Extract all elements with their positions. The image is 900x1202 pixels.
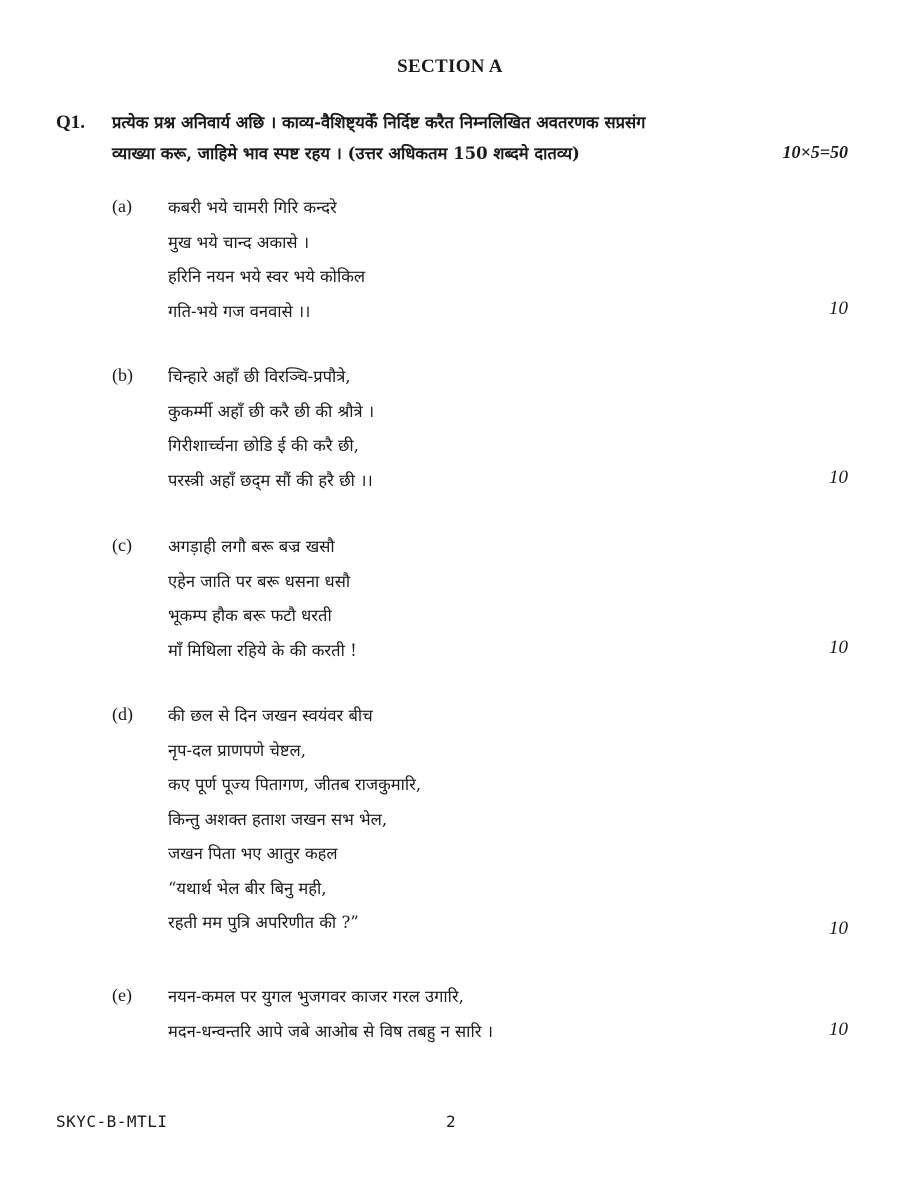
verse-line: कुकर्म्मी अहाँ छी करै छी की श्रौत्रे । [168, 401, 375, 421]
verse-line: रहती मम पुत्रि अपरिणीत की ?” [168, 913, 359, 932]
verse-line: “यथार्थ भेल बीर बिनु मही, [168, 878, 327, 898]
part-label: (e) [112, 985, 132, 1005]
verse-line: हरिनि नयन भये स्वर भये कोकिल [168, 267, 366, 286]
verse-line: मदन-धन्वन्तरि आपे जबे आओब से विष तबहु न सारि । [168, 1021, 493, 1041]
part-marks: 10 [829, 918, 848, 939]
verse-line: एहेन जाति पर बरू धसना धसौ [168, 571, 351, 591]
verse-line: की छल से दिन जखन स्वयंवर बीच [168, 706, 373, 725]
part-label: (a) [112, 196, 132, 216]
section-heading: SECTION A [397, 56, 503, 77]
verse-line: नयन-कमल पर युगल भुजगवर काजर गरल उगारि, [168, 987, 464, 1006]
question-total-marks: 10×5=50 [782, 142, 848, 162]
footer-page-number: 2 [446, 1112, 456, 1131]
verse-line: माँ मिथिला रहिये के की करती ! [168, 640, 357, 660]
verse-line: गिरीशार्च्चना छोडि ई की करै छी, [168, 436, 359, 455]
verse-line: कए पूर्ण पूज्य पितागण, जीतब राजकुमारि, [168, 775, 422, 794]
verse-lines [168, 365, 374, 503]
verse-line: किन्तु अशक्त हताश जखन सभ भेल, [168, 809, 388, 829]
part-marks: 10 [829, 467, 848, 488]
verse-line: मुख भये चान्द अकासे । [168, 232, 310, 252]
part-label: (c) [112, 535, 132, 555]
verse-lines [168, 704, 421, 946]
part-marks: 10 [829, 637, 848, 658]
verse-line: चिन्हारे अहाँ छी विरञ्चि-प्रपौत्रे, [168, 367, 351, 386]
verse-line: परस्त्री अहाँ छद्‌म सौं की हरै छी ।। [168, 470, 373, 490]
question-instruction-line-2: व्याख्या करू, जाहिमे भाव स्पष्ट रहय । (उत्तर अधिकतम 150 शब्दमे दातव्य) [112, 144, 580, 163]
part-marks: 10 [829, 1019, 848, 1040]
question-number: Q1. [56, 112, 86, 133]
verse-line: जखन पिता भए आतुर कहल [168, 844, 338, 863]
part-label: (d) [112, 704, 133, 724]
verse-line: गति-भये गज वनवासे ।। [168, 301, 311, 321]
verse-line: कबरी भये चामरी गिरि कन्दरे [168, 198, 337, 217]
part-marks: 10 [829, 298, 848, 319]
part-label: (b) [112, 365, 133, 385]
verse-lines [168, 535, 357, 673]
verse-line: अगड़ाही लगौ बरू बज्र खसौ [168, 537, 335, 556]
verse-lines [168, 985, 493, 1054]
question-instruction-line-1: प्रत्येक प्रश्न अनिवार्य अछि । काव्य-वैशिष्ट्यकेँ निर्दिष्ट करैत निम्नलिखित अवतरणक सप्रसंग [112, 113, 646, 132]
verse-line: नृप-दल प्राणपणे चेष्टल, [168, 740, 306, 760]
verse-line: भूकम्प हौक बरू फटौ धरती [168, 606, 332, 625]
verse-lines [168, 196, 365, 334]
footer-paper-code: SKYC-B-MTLI [56, 1112, 168, 1131]
